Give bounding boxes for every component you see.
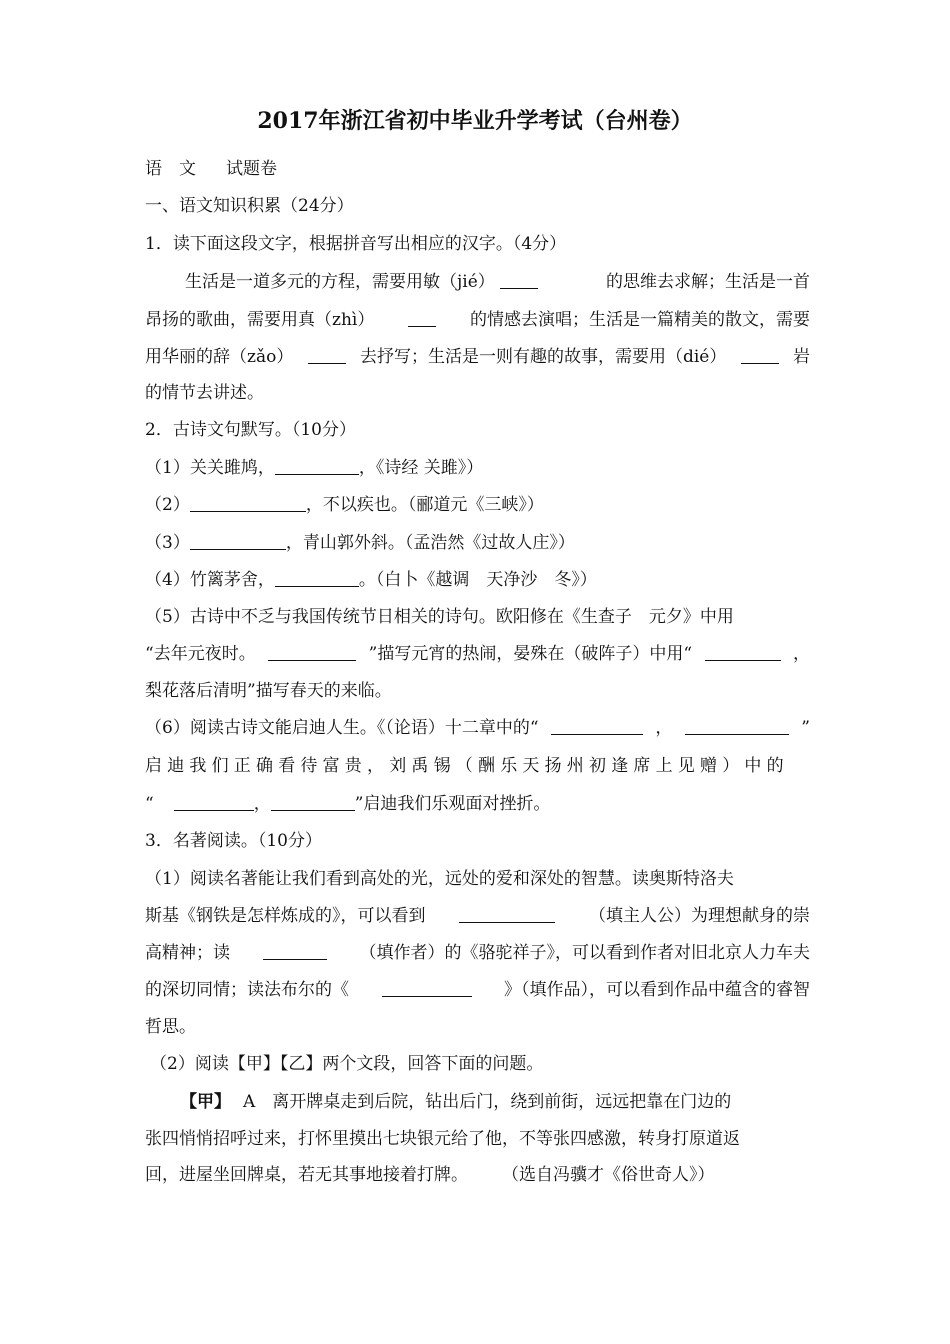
answer-blank[interactable] [308,345,346,364]
q2-text: ，不以疾也。（郦道元《三峡》） [305,495,544,515]
q3-text: 高精神；读 [145,943,230,963]
q3-text: （填主人公）为理想献身的崇 [589,906,810,926]
q2-text: ”描写元宵的热闹，晏殊在（破阵子）中用“ [368,644,693,664]
q2-text: （2） [145,495,190,515]
section-1-heading: 一、语文知识积累（24分） [145,196,354,216]
paper-label: 试题卷 [226,159,277,179]
q2-text: ”启迪我们乐观面对挫折。 [354,794,551,814]
answer-blank[interactable] [382,978,472,997]
q2-text: （4）竹篱茅舍， [145,570,275,590]
answer-blank[interactable] [275,456,359,475]
q1-line-3 [145,345,810,369]
q1-stem: 1．读下面这段文字，根据拼音写出相应的汉字。（4分） [145,234,567,254]
q2-text: ， [253,794,271,814]
q1-text: 岩 [792,347,810,367]
q2-text: （1）关关雎鸠， [145,458,275,478]
q2-text: （3） [145,533,190,553]
answer-blank[interactable] [174,792,254,811]
q2-text: 。（白卜《越调 天净沙 冬》） [358,570,597,590]
answer-blank[interactable] [190,493,306,512]
q2-text: 启迪我们正确看待富贵，刘禹锡（酬乐天扬州初逢席上见赠）中的 [145,756,789,776]
q2-item-5-line-1: （5）古诗中不乏与我国传统节日相关的诗句。欧阳修在《生查子 元夕》中用 [145,607,734,627]
q1-text: 生活是一道多元的方程，需要用敏（jié） [185,272,495,292]
q3-part-1-line-4 [145,978,810,1002]
passage-source: （选自冯骥才《俗世奇人》） [502,1165,715,1185]
q3-text: 斯基《钢铁是怎样炼成的》，可以看到 [145,906,426,926]
q2-text: “ [145,794,154,814]
q1-line-1 [185,270,810,294]
q1-text: 昂扬的歌曲，需要用真（zhì） [145,310,375,330]
q2-item-6-line-3 [145,792,810,816]
passage-jia-line-2: 张四悄悄招呼过来，打怀里摸出七块银元给了他，不等张四感激，转身打原道返 [145,1129,740,1149]
passage-jia-line-3 [145,1163,810,1187]
q3-part-1-line-5: 哲思。 [145,1017,196,1037]
q1-line-2 [145,308,810,332]
answer-blank[interactable] [500,270,538,289]
exam-title: 2017年浙江省初中毕业升学考试（台州卷） [257,108,693,134]
passage-jia-line-1 [180,1090,810,1114]
passage-text: 回，进屋坐回牌桌，若无其事地接着打牌。 [145,1165,468,1185]
answer-blank[interactable] [190,531,286,550]
answer-blank[interactable] [685,716,789,735]
q3-part-1-line-2 [145,904,810,928]
q1-text: 用华丽的辞（zǎo） [145,347,294,367]
answer-blank[interactable] [271,792,355,811]
q2-stem: 2．古诗文句默写。（10分） [145,420,356,440]
q2-item-1 [145,456,810,480]
q3-text: 的深切同情；读法布尔的《 [145,980,349,1000]
q2-text: ，青山郭外斜。（孟浩然《过故人庄》） [285,533,575,553]
q3-text: （填作者）的《骆驼祥子》，可以看到作者对旧北京人力车夫 [359,943,810,963]
q2-item-4 [145,568,810,592]
q2-item-2 [145,493,810,517]
answer-blank[interactable] [275,568,359,587]
answer-blank[interactable] [263,941,327,960]
answer-blank[interactable] [268,642,356,661]
q2-item-6-line-1 [145,716,810,740]
q3-text: 》（填作品），可以看到作品中蕴含的睿智 [504,980,810,1000]
q2-text: ， [655,718,673,738]
answer-blank[interactable] [741,345,779,364]
q3-part-2: （2）阅读【甲】【乙】两个文段，回答下面的问题。 [150,1054,544,1074]
q2-text: ， [792,644,810,664]
q2-text: ” [801,718,810,738]
passage-text: A 离开牌桌走到后院，钻出后门，绕到前街，远远把靠在门边的 [243,1092,732,1112]
q2-item-5-line-3: 梨花落后清明”描写春天的来临。 [145,681,392,701]
answer-blank[interactable] [408,308,436,327]
q3-part-1-line-3 [145,941,810,965]
q2-text: ，《诗经 关雎》） [358,458,484,478]
q2-item-6-line-2 [145,754,810,778]
q3-stem: 3．名著阅读。（10分） [145,831,322,851]
q2-text: （6）阅读古诗文能启迪人生。《（论语）十二章中的“ [145,718,539,738]
q1-line-4: 的情节去讲述。 [145,383,264,403]
q3-part-1-line-1: （1）阅读名著能让我们看到高处的光，远处的爱和深处的智慧。读奥斯特洛夫 [145,869,734,889]
q2-item-3 [145,531,810,555]
q1-text: 的情感去演唱；生活是一篇精美的散文，需要 [470,310,810,330]
answer-blank[interactable] [551,716,643,735]
subject-label: 语 文 [145,159,196,179]
passage-jia-tag: 【甲】 [180,1092,231,1112]
answer-blank[interactable] [705,642,781,661]
q1-text: 的思维去求解；生活是一首 [606,272,810,292]
answer-blank[interactable] [459,904,555,923]
paper-subtitle [145,157,810,181]
q2-text: “去年元夜时。 [145,644,256,664]
q1-text: 去抒写；生活是一则有趣的故事，需要用（dié） [359,347,727,367]
q2-item-5-line-2 [145,642,810,666]
